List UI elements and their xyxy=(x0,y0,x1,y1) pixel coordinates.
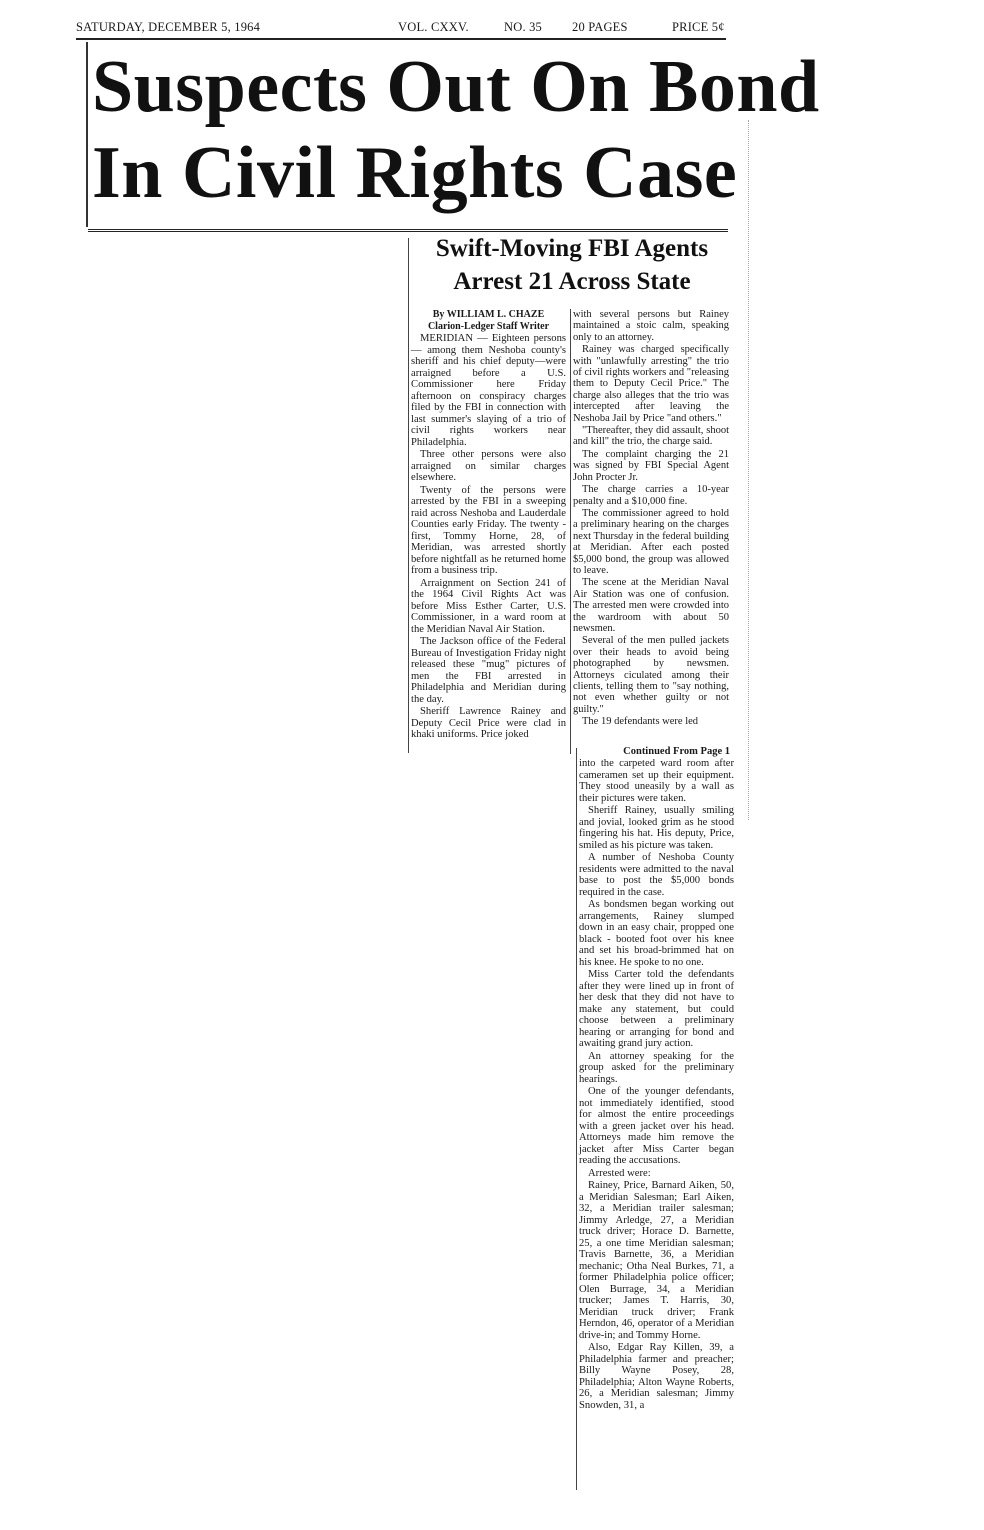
paragraph: A number of Neshoba County residents were admitted to the naval base to post the $5,000 bonds required in the case. xyxy=(579,852,734,898)
paragraph: The 19 defendants were led xyxy=(582,716,699,728)
continued-from-label: Continued From Page 1 xyxy=(623,746,730,757)
paragraph: The Jackson office of the Federal Bureau of Investigation Friday night released these "mug" pictures of men the FBI arrested in Philadelphia and Meridian during the day. xyxy=(411,636,566,705)
paragraph: The complaint charging the 21 was signed by FBI Special Agent John Procter Jr. xyxy=(573,448,729,483)
paragraph: Rainey was charged specifically with "unlawfully arresting" the trio of civil rights workers and "releasing them to Deputy Cecil Price." The charge also alleges that the trio was intercepted after leaving the Neshoba Jail by Price "and others." xyxy=(573,344,729,424)
paragraph: The commissioner agreed to hold a preliminary hearing on the charges next Thursday in the federal building at Meridian. After each posted $5,000 bond, the group was allowed to leave. xyxy=(573,507,729,576)
byline-author: By WILLIAM L. CHAZE xyxy=(432,309,545,320)
paragraph: Three other persons were also arraigned on similar charges elsewhere. xyxy=(411,449,566,483)
headline xyxy=(92,44,820,216)
column-rule-2 xyxy=(570,309,571,754)
article-column-2 xyxy=(573,309,729,729)
scan-edge-marks xyxy=(740,120,749,820)
volume-number: VOL. CXXV. xyxy=(398,20,469,34)
paragraph: MERIDIAN — Eighteen persons — among them Neshoba county's sheriff and his chief deputy—were arraigned before a U.S. Commissioner here Friday afternoon on conspiracy charges filed by the FBI in connection with last summer's slaying of a trio of civil rights workers near Philadelphia. xyxy=(411,333,566,448)
paragraph: Several of the men pulled jackets over their heads to avoid being photographed by newsmen. Attorneys ciculated among their clients, telling them to "say nothing, not even whether guilty or not guilty." xyxy=(573,635,729,715)
paragraph: One of the younger defendants, not immediately identified, stood for almost the entire proceedings with a green jacket over his head. Attorneys made him remove the jacket after Miss Carter began reading the accusations. xyxy=(579,1086,734,1166)
paragraph: into the carpeted ward room after cameramen set up their equipment. They stood uneasily by a wall as their pictures were taken. xyxy=(579,758,734,804)
paragraph: Arrested were: xyxy=(588,1167,651,1179)
paragraph: Miss Carter told the defendants after they were lined up in front of her desk that they did not have to make any statement, but could choose between a preliminary hearing or arranging for bond and awaiting grand jury action. xyxy=(579,969,734,1049)
paragraph: Sheriff Lawrence Rainey and Deputy Cecil Price were clad in khaki uniforms. Price joked xyxy=(411,706,566,740)
paragraph: As bondsmen began working out arrangements, Rainey slumped down in an easy chair, propped one black - booted foot over his knee and set his broad-brimmed hat on his knee. He spoke to no one. xyxy=(579,899,734,968)
paragraph: Sheriff Rainey, usually smiling and jovial, looked grim as he stood fingering his hat. His deputy, Price, smiled as his picture was taken. xyxy=(579,805,734,851)
issue-date: SATURDAY, DECEMBER 5, 1964 xyxy=(76,20,261,34)
article-column-3 xyxy=(579,746,734,1412)
column-rule-3 xyxy=(576,748,577,1490)
paragraph: "Thereafter, they did assault, shoot and kill" the trio, the charge said. xyxy=(573,425,729,448)
price: PRICE 5¢ xyxy=(672,20,725,34)
paragraph: Twenty of the persons were arrested by the FBI in a sweeping raid across Neshoba and Lauderdale Counties early Friday. The twenty - first, Tommy Horne, 28, of Meridian, was arrested shortly before nightfall as he returned home from a business trip. xyxy=(411,484,566,576)
page-count: 20 PAGES xyxy=(572,20,628,34)
paragraph: An attorney speaking for the group asked for the preliminary hearings. xyxy=(579,1050,734,1085)
article-column-1 xyxy=(411,309,566,742)
headline-line-2: In Civil Rights Case xyxy=(92,132,738,214)
paragraph: The charge carries a 10-year penalty and a $10,000 fine. xyxy=(573,484,729,507)
paragraph: Also, Edgar Ray Killen, 39, a Philadelphia farmer and preacher; Billy Wayne Posey, 28, Philadelphia; Alton Wayne Roberts, 26, a Meridian salesman; Jimmy Snowden, 31, a xyxy=(579,1342,734,1411)
deck-headline xyxy=(412,232,732,298)
headline-line-1: Suspects Out On Bond xyxy=(92,46,820,128)
deck-line-2: Arrest 21 Across State xyxy=(453,268,691,295)
issue-number: NO. 35 xyxy=(504,20,543,34)
byline-title: Clarion-Ledger Staff Writer xyxy=(427,320,550,332)
paragraph: with several persons but Rainey maintained a stoic calm, speaking only to an attorney. xyxy=(573,309,729,343)
folio-line xyxy=(76,18,726,38)
column-rule-1 xyxy=(408,238,409,753)
folio-rule xyxy=(76,38,726,40)
paragraph: Arraignment on Section 241 of the 1964 Civil Rights Act was before Miss Esther Carter, U.S. Commissioner, in a ward room at the Meridian Naval Air Station. xyxy=(411,577,566,635)
paragraph: Rainey, Price, Barnard Aiken, 50, a Meridian Salesman; Earl Aiken, 32, a Meridian trailer salesman; Jimmy Arledge, 27, a Meridian truck driver; Horace D. Barnette, 25, a one time Meridian salesman; Travis Barnette, 36, a Meridian mechanic; Otha Neal Burkes, 71, a former Philadelphia police officer; Olen Burrage, 34, a Meridian trucker; James T. Harris, 30, Meridian truck driver; Frank Herndon, 46, operator of a Meridian drive-in; and Tommy Horne. xyxy=(579,1180,734,1341)
deck-line-1: Swift-Moving FBI Agents xyxy=(435,235,709,262)
paragraph: The scene at the Meridian Naval Air Station was one of confusion. The arrested men were crowded into the wardroom with about 50 newsmen. xyxy=(573,577,729,634)
